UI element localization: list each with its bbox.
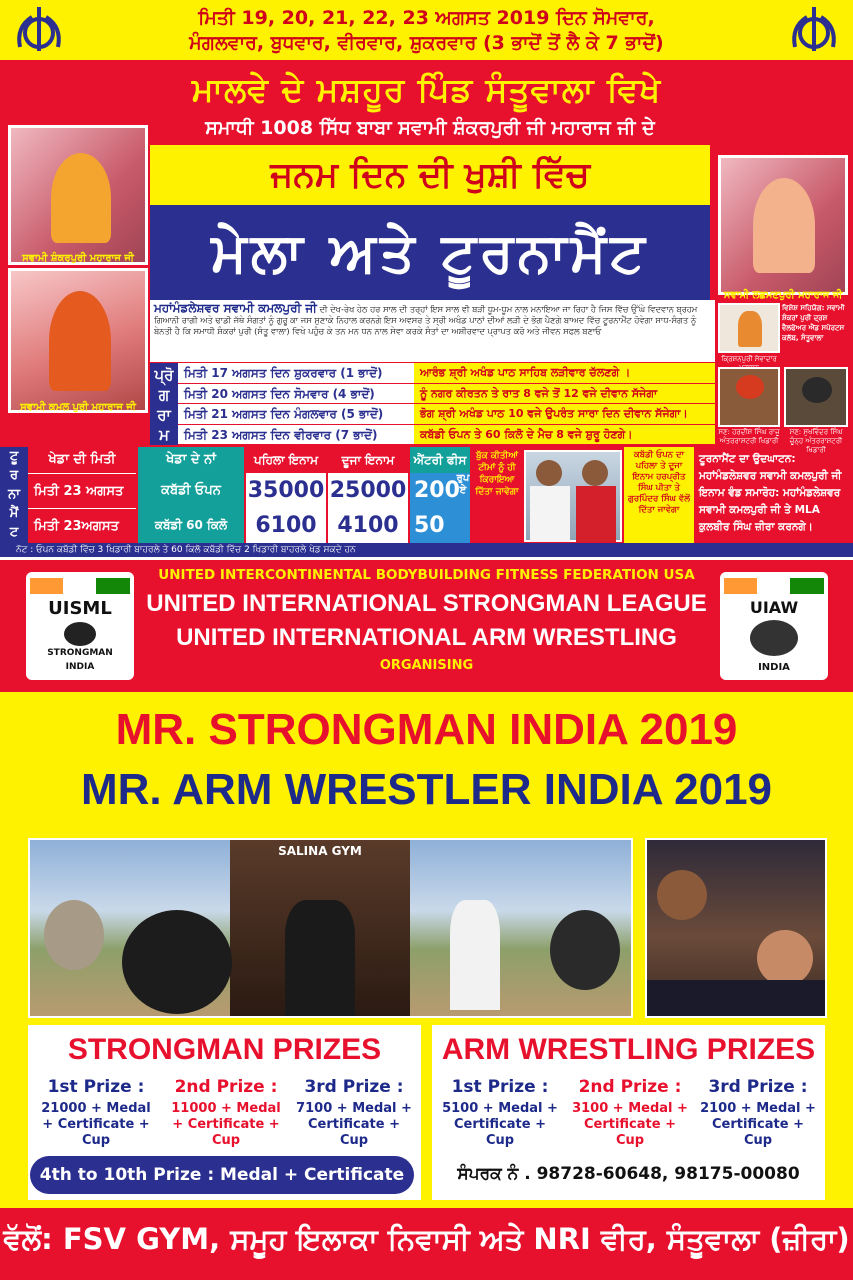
event-strongman-title: MR. STRONGMAN INDIA 2019: [115, 705, 738, 754]
tournament-second-header: ਦੂਜਾ ਇਨਾਮ: [328, 447, 408, 473]
program-event: ਆਰੰਭ ਸ਼੍ਰੀ ਅਖੰਡ ਪਾਠ ਸਾਹਿਬ ਲੜੀਵਾਰ ਚੱਲਣਗੇ ।: [414, 363, 715, 384]
arm-wrestling-icon: [750, 620, 798, 656]
wrestler-head: [757, 930, 813, 986]
tournament-first-col: [246, 447, 326, 543]
caption-photo6: ਸਣ: ਹਰਦੀਸ਼ ਸਿੰਘ ਰਾਜੂ ਅੰਤਰਰਾਸ਼ਟਰੀ ਖਿਡਾਰੀ: [718, 428, 780, 445]
logo-right-bottom: INDIA: [758, 662, 790, 673]
headline-janam: ਜਨਮ ਦਿਨ ਦੀ ਖੁਸ਼ੀ ਵਿੱਚ: [150, 145, 710, 205]
figure-head: [582, 460, 608, 486]
federation-line-2: UNITED INTERNATIONAL STRONGMAN LEAGUE: [146, 590, 707, 617]
strongman-prizes-bar: 4th to 10th Prize : Medal + Certificate: [30, 1156, 414, 1194]
caption-photo1: ਸਵਾਮੀ ਸ਼ੰਕਰਪੁਰੀ ਮਹਾਰਾਜ ਜੀ: [22, 253, 134, 264]
tournament-entry-value: 200: [414, 478, 460, 503]
arm-prizes-title: ARM WRESTLING PRIZES: [441, 1033, 816, 1066]
table-shape: [647, 980, 825, 1016]
uiaw-logo: [720, 572, 828, 680]
tournament-second-value: 4100: [337, 513, 399, 538]
figure-head: [536, 460, 562, 486]
caption-photo7: ਸਣ: ਸੁਖਵਿੰਦਰ ਸਿੰਘ ਚੂੰਨ੍ਹ ਅੰਤਰਰਾਸ਼ਟਰੀ ਖਿਡਾਰੀ: [789, 428, 843, 454]
program-row: [178, 384, 715, 405]
program-event: ਕਬੱਡੀ ਓਪਨ ਤੇ 60 ਕਿਲੋ ਦੇ ਮੈਚ 8 ਵਜੇ ਸ਼ੁਰੂ ਹੋਣਗੇ।: [414, 425, 715, 446]
tournament-booking: ਬੁੱਕ ਕੀਤੀਆਂ ਟੀਮਾਂ ਨੂੰ ਹੀ ਕਿਰਾਇਆ ਦਿੱਤਾ ਜਾਵੇਗਾ: [472, 447, 522, 543]
caption-photo4: ਵਿਸ਼ੇਸ਼ ਸਹਿਯੋਗ: ਸਵਾਮੀ ਸ਼ੰਕਰਾਂ ਪੁਰੀ ਦ੍ਰਸ਼ ਵੈਲਫੇਅਰ ਐਂਡ ਸਪੋਰਟਸ ਕਲੱਬ, ਸੰਤੂਵਾਲਾ: [782, 304, 845, 342]
program-date: ਮਿਤੀ 23 ਅਗਸਤ ਦਿਨ ਵੀਰਵਾਰ (7 ਭਾਦੋਂ): [178, 425, 414, 446]
dates-line-2: ਮੰਗਲਵਾਰ, ਬੁਧਵਾਰ, ਵੀਰਵਾਰ, ਸ਼ੁਕਰਵਾਰ (3 ਭਾਦੋਂ ਤੋਂ ਲੈ ਕੇ 7 ਭਾਦੋਂ): [189, 32, 664, 54]
logo-left-top: UISML: [48, 598, 112, 619]
tyre-shape: [550, 910, 620, 990]
tournament-sponsor: ਕਬੱਡੀ ਓਪਨ ਦਾ ਪਹਿਲਾ ਤੇ ਦੂਜਾ ਇਨਾਮ ਹਰਪ੍ਰੀਤ ਸਿੰਘ ਪੀਤਾ ਤੇ ਗੁਰਪਿੰਦਰ ਸਿੰਘ ਵੱਲੋਂ ਦਿੱਤਾ ਜਾਵੇਗਾ: [624, 447, 694, 543]
strongman-figure-icon: [64, 622, 96, 646]
tournament-date: ਮਿਤੀ 23ਅਗਸਤ: [28, 508, 136, 543]
strongman-prizes-box: [28, 1025, 421, 1200]
program-row: [178, 404, 715, 425]
description-lead: ਮਹਾਂਮੰਡਲੇਸ਼ਵਰ ਸਵਾਮੀ ਕਮਲਪੁਰੀ ਜੀ: [154, 301, 317, 315]
program-event: ਭੋਗ ਸ਼੍ਰੀ ਅਖੰਡ ਪਾਠ 10 ਵਜੇ ਉਪਰੰਤ ਸਾਰਾ ਦਿਨ ਦੀਵਾਨ ਸੱਜੇਗਾ।: [414, 404, 715, 425]
caption-photo2: ਸਵਾਮੀ ਕਮਲ ਪੁਰੀ ਮਹਾਰਾਜ ਜੀ: [20, 402, 136, 413]
photo-arm-wrestling: [645, 838, 827, 1018]
tournament-side-char: ਰ: [9, 468, 19, 483]
caption-photo3: ਸਵਾਮੀ ਲਛਮਣਪੁਰੀ ਮਹਾਰਾਜ ਜੀ: [723, 290, 843, 301]
tournament-side-char: ਮੈਂ: [9, 506, 19, 521]
program-date: ਮਿਤੀ 21 ਅਗਸਤ ਦਿਨ ਮੰਗਲਵਾਰ (5 ਭਾਦੋਂ): [178, 404, 414, 425]
event-arm-title: MR. ARM WRESTLER INDIA 2019: [80, 765, 773, 814]
caption-photo5: ਕ੍ਰਿਸ਼ਨਪੁਰੀ ਸੇਵਾਦਾਰ: [721, 355, 777, 363]
gym-sign: SALINA GYM: [278, 844, 362, 858]
federation-line-4: ORGANISING: [379, 658, 474, 673]
photo-player-2: [784, 367, 848, 427]
figure-shape: [736, 375, 764, 399]
figure-shape: [753, 178, 815, 273]
logo-left-mid: STRONGMAN: [47, 648, 113, 658]
tournament-date: ਮਿਤੀ 23 ਅਗਸਤ: [28, 473, 136, 508]
tournament-name-header: ਖੇਡਾ ਦੇ ਨਾਂ: [166, 452, 216, 467]
program-side-char: ਗ: [158, 386, 170, 404]
prize-heading: 2nd Prize :: [578, 1077, 682, 1097]
prize-heading: 1st Prize :: [47, 1077, 145, 1097]
tournament-second-col: [328, 447, 408, 543]
arm-prize-2: [568, 1077, 692, 1149]
wrestler-head: [657, 870, 707, 920]
tournament-first-header: ਪਹਿਲਾ ਇਨਾਮ: [246, 447, 326, 473]
tournament-side-char: ਟ: [9, 525, 19, 540]
khanda-icon-left: [12, 3, 66, 57]
program-side-char: ਪ੍ਰੋ: [154, 366, 174, 384]
arm-prize-1: [438, 1077, 562, 1149]
program-date: ਮਿਤੀ 20 ਅਗਸਤ ਦਿਨ ਸੋਮਵਾਰ (4 ਭਾਦੋਂ): [178, 384, 414, 405]
khanda-icon-right: [787, 3, 841, 57]
tournament-note: ਨੋਟ : ਓਪਨ ਕਬੱਡੀ ਵਿੱਚ 3 ਖਿਡਾਰੀ ਬਾਹਰਲੇ ਤੇ 60 ਕਿਲੋ ਕਬੱਡੀ ਵਿੱਚ 2 ਖਿਡਾਰੀ ਬਾਹਰਲੇ ਖੇਡ ਸਕਦੇ ਹਨ: [0, 543, 853, 557]
photo-sponsors: [524, 450, 622, 542]
description-box: [150, 300, 715, 362]
logo-left-bottom: INDIA: [65, 662, 95, 672]
federation-line-3: UNITED INTERNATIONAL ARM WRESTLING: [176, 624, 677, 651]
description-text: ਦੀ ਦੇਖ-ਰੇਖ ਹੇਠ ਹਰ ਸਾਲ ਦੀ ਤਰ੍ਹਾਂ ਇਸ ਸਾਲ ਵੀ ਬੜੀ ਧੂਮ-ਧੂਮ ਨਾਲ ਮਨਾਇਆ ਜਾ ਰਿਹਾ ਹੈ ਜਿਸ ਵਿੱਚ ਉੱਘੇ ਵਿਦਵਾਨ ਬ੍ਰਹਮ ਗਿਆਨੀ ਰਾਗੀ ਅਤੇ ਢਾਡੀ ਜੱਥੇ ਸੰਗਤਾਂ ਨੂੰ ਗੁਰੂ ਕਾ ਜਸ ਸੁਣਾਕੇ ਨਿਹਾਲ ਕਰਨਗੇ ਇਸ ਅਵਸਰ ਤੇ ਸ੍ਰੀ ਅਖੰਡ ਪਾਠਾਂ ਦੀਆਂ ਲੜੀ ਦੇ ਭੋਗ ਪੈਣਗੇ ਬਾਅਦ ਵਿੱਚ ਟੂਰਨਾਮੈਂਟ ਹੋਵੇਗਾ ਸਾਧ-ਸੰਗਤ ਨੂੰ ਬੇਨਤੀ ਹੈ ਕਿ ਸਮਾਧੀ ਸ਼ੰਕਰਾਂ ਪੁਰੀ (ਸੰਤੂ ਵਾਲਾ) ਵਿਖੇ ਪਹੁੰਚ ਕੇ ਤਨ ਮਨ ਧਨ ਨਾਲ ਸੇਵਾ ਕਰਕੇ ਸੰਤਾਂ ਦਾ ਅਸ਼ੀਰਵਾਦ ਪ੍ਰਾਪਤ ਕਰੋ ਅਤੇ ਜੀਵਨ ਸਫਲ ਬਣਾਓ: [154, 304, 698, 336]
tyre-shape: [122, 910, 232, 1014]
tournament-side-char: ਟੂ: [9, 449, 19, 464]
photo-swami-shankarpuri: [8, 125, 148, 265]
contact-numbers: ਸੰਪਰਕ ਨੰ . 98728-60648, 98175-00080: [457, 1164, 800, 1184]
tournament-second-value: 25000: [329, 478, 407, 503]
tournament-entry-value: 50: [414, 513, 445, 538]
logo-right-top: UIAW: [749, 598, 799, 617]
figure-shape: [51, 153, 111, 243]
strongman-prizes-title: STRONGMAN PRIZES: [67, 1033, 382, 1066]
tournament-name: ਕਬੱਡੀ ਓਪਨ: [161, 483, 221, 498]
prize-value: 21000 + Medal + Certificate + Cup: [41, 1101, 151, 1148]
photo-swami-kamalpuri: [8, 268, 148, 413]
figure-shape: [738, 311, 762, 347]
tournament-first-value: 6100: [255, 513, 317, 538]
atlas-stone-shape: [44, 900, 104, 970]
strongman-prize-1: [34, 1077, 158, 1149]
headline-malwe: ਮਾਲਵੇ ਦੇ ਮਸ਼ਹੂਰ ਪਿੰਡ ਸੰਤੂਵਾਲਾ ਵਿਖੇ: [191, 70, 662, 109]
federation-line-1: UNITED INTERCONTINENTAL BODYBUILDING FITNESS FEDERATION USA: [158, 567, 695, 583]
lifter-figure: [450, 900, 500, 1010]
photo-swami-lachhmanpuri: [718, 155, 848, 295]
program-event: ਨੂੰ ਨਗਰ ਕੀਰਤਨ ਤੇ ਰਾਤ 8 ਵਜੇ ਤੋਂ 12 ਵਜੇ ਦੀਵਾਨ ਸੱਜੇਗਾ: [414, 384, 715, 405]
prize-value: 5100 + Medal + Certificate + Cup: [442, 1101, 558, 1148]
tournament-first-value: 35000: [247, 478, 325, 503]
tournament-inauguration: ਟੂਰਨਾਮੈਂਟ ਦਾ ਉਦਘਾਟਨ: ਮਹਾਂਮੰਡਲੇਸ਼ਵਰ ਸਵਾਮੀ ਕਮਲਪੁਰੀ ਜੀ ਇਨਾਮ ਵੰਡ ਸਮਾਰੋਹ: ਮਹਾਂਮੰਡਲੇਸ਼ਵਰ ਸਵਾਮੀ ਕਮਲਪੁਰੀ ਜੀ ਤੇ MLA ਕੁਲਬੀਰ ਸਿੰਘ ਜ਼ੀਰਾ ਕਰਨਗੇ।: [699, 453, 842, 533]
program-row: [178, 425, 715, 446]
figure-body: [576, 486, 616, 542]
program-side-label: [150, 363, 178, 445]
lifter-figure: [285, 900, 355, 1016]
prize-heading: 1st Prize :: [451, 1077, 549, 1097]
headline-mela: ਮੇਲਾ ਅਤੇ ਟੂਰਨਾਮੈਂਟ: [150, 205, 710, 300]
photo-strongman-collage: [28, 838, 633, 1018]
prize-heading: 3rd Prize :: [708, 1077, 808, 1097]
program-row: [178, 363, 715, 384]
footer-text: ਵੱਲੋਂ: FSV GYM, ਸਮੂਹ ਇਲਾਕਾ ਨਿਵਾਸੀ ਅਤੇ NRI ਵੀਰ, ਸੰਤੂਵਾਲਾ (ਜ਼ੀਰਾ): [3, 1222, 850, 1256]
tournament-date-header: ਖੇਡਾ ਦੀ ਮਿਤੀ: [48, 452, 116, 467]
tournament-date-col: [28, 447, 136, 543]
figure-shape: [802, 377, 832, 403]
flag-ribbon: [724, 578, 824, 594]
program-table: [178, 363, 715, 445]
tournament-side-label: [0, 447, 28, 543]
figure-shape: [49, 291, 111, 391]
prize-value: 11000 + Medal + Certificate + Cup: [171, 1101, 281, 1148]
strongman-prize-3: [292, 1077, 416, 1149]
uisml-logo: [26, 572, 134, 680]
photo-sevadar: [718, 303, 780, 353]
prize-value: 7100 + Medal + Certificate + Cup: [296, 1101, 412, 1148]
prize-value: 2100 + Medal + Certificate + Cup: [700, 1101, 816, 1148]
photo-player-1: [718, 367, 780, 427]
program-side-char: ਰਾ: [157, 406, 171, 424]
tournament-name: ਕਬੱਡੀ 60 ਕਿਲੋ: [154, 518, 228, 532]
flag-ribbon: [30, 578, 130, 594]
program-side-char: ਮ: [159, 426, 169, 444]
prize-heading: 2nd Prize :: [174, 1077, 278, 1097]
tournament-name-col: [138, 447, 244, 543]
tournament-entry-header: ਐਂਟਰੀ ਫੀਸ: [410, 447, 470, 473]
tournament-entry-side: ਰੁਪਏ: [456, 473, 470, 496]
program-date: ਮਿਤੀ 17 ਅਗਸਤ ਦਿਨ ਸ਼ੁਕਰਵਾਰ (1 ਭਾਦੋਂ): [178, 363, 414, 384]
tournament-side-char: ਨਾ: [8, 487, 20, 502]
prize-heading: 3rd Prize :: [304, 1077, 404, 1097]
strongman-prize-2: [164, 1077, 288, 1149]
arm-prize-3: [696, 1077, 820, 1149]
arm-prizes-box: [432, 1025, 825, 1200]
figure-body: [530, 486, 570, 542]
dates-line-1: ਮਿਤੀ 19, 20, 21, 22, 23 ਅਗਸਤ 2019 ਦਿਨ ਸੋਮਵਾਰ,: [198, 7, 655, 29]
prize-value: 3100 + Medal + Certificate + Cup: [572, 1101, 688, 1148]
headline-samadhi: ਸਮਾਧੀ 1008 ਸਿੱਧ ਬਾਬਾ ਸਵਾਮੀ ਸ਼ੰਕਰਪੁਰੀ ਜੀ ਮਹਾਰਾਜ ਜੀ ਦੇ: [205, 117, 655, 139]
